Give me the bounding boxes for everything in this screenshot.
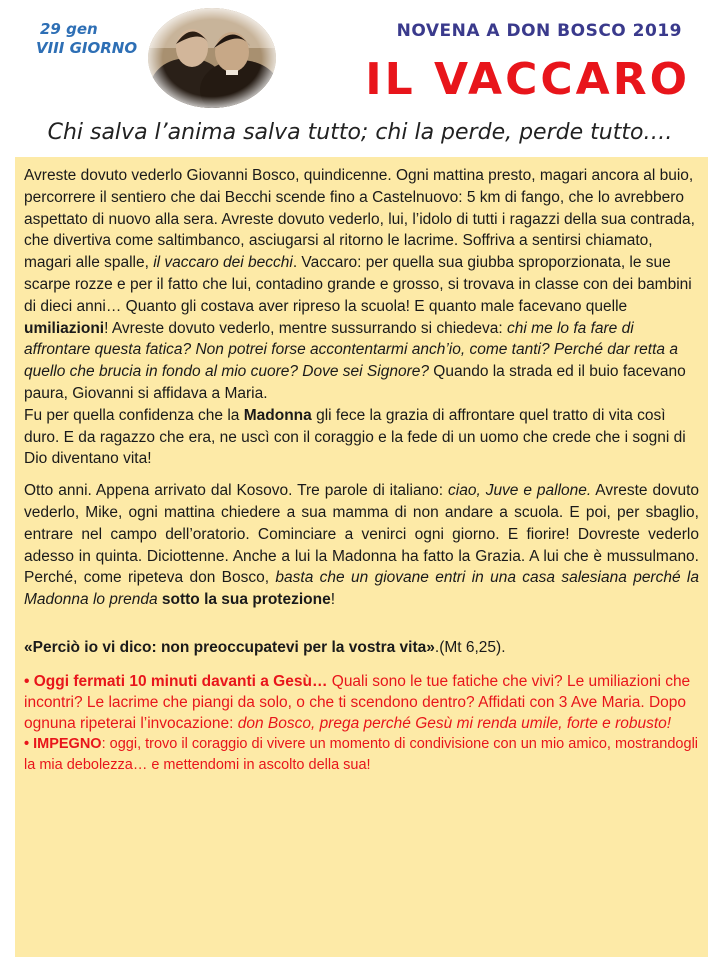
quote-text: «Perciò io vi dico: non preoccupatevi per la vostra vita» bbox=[24, 638, 435, 656]
page-subtitle: Chi salva l’anima salva tutto; chi la perde, perde tutto…. bbox=[47, 120, 673, 145]
italic-run: basta che un giovane entri in una casa salesiana perché la Madonna lo prenda bbox=[24, 569, 699, 609]
impegno-label: • IMPEGNO bbox=[24, 735, 102, 752]
photo-two-young-men bbox=[148, 8, 276, 108]
prayer-invocation: don Bosco, prega perché Gesù mi renda umile, forte e robusto! bbox=[237, 714, 672, 732]
bold-run: umiliazioni bbox=[24, 319, 105, 337]
text-run: gli fece la grazia di affrontare quel tratto di vita così duro. E da ragazzo che era, ne uscì con il coraggio e la fede di un uomo che crede che i sogni di Dio diventano vita! bbox=[24, 406, 686, 468]
text-run: Quando la strada ed il buio facevano paura, Giovanni si affidava a Maria. bbox=[24, 363, 686, 402]
prayer-title: • Oggi fermati 10 minuti davanti a Gesù… bbox=[24, 672, 328, 690]
paragraph-mike bbox=[24, 480, 699, 611]
scripture-quote bbox=[24, 637, 699, 659]
prayer-instruction bbox=[24, 671, 699, 734]
text-run: . Vaccaro: per quella sua giubba sproporzionata, le sue scarpe rozze e per il fatto che lui, contadino grande e grosso, si trovava in classe con dei bambini di dieci anni… Quanto gli costava aver ripreso la scuola! E quanto male facevano quelle bbox=[24, 254, 692, 315]
content-box bbox=[15, 157, 708, 957]
text-run: Fu per quella confidenza che la bbox=[24, 406, 244, 424]
prayer-text: Quali sono le tue fatiche che vivi? Le umiliazioni che incontri? Le lacrime che piangi da solo, o che ti scendono dentro? Affidati con 3 Ave Maria. Dopo ognuna ripeterai l’invocazione: bbox=[24, 672, 691, 732]
text-run: Otto anni. Appena arrivato dal Kosovo. Tre parole di italiano: bbox=[24, 482, 449, 500]
day-number: VIII GIORNO bbox=[36, 39, 138, 57]
date-label bbox=[36, 20, 137, 58]
text-run: ! Avreste dovuto vederlo, mentre sussurrando si chiedeva: bbox=[104, 319, 508, 337]
page-title: IL VACCARO bbox=[365, 54, 690, 105]
quote-reference: .(Mt 6,25). bbox=[434, 638, 506, 656]
sepia-photo-illustration bbox=[148, 8, 276, 108]
paragraph-giovanni bbox=[24, 165, 699, 470]
italic-run: chi me lo fa fare di affrontare questa fatica? Non potrei forse accontentarmi anch’io, come tanti? Perché dar retta a quello che brucia in fondo al mio cuore? Dove sei Signore? bbox=[24, 319, 678, 381]
italic-run: il vaccaro dei becchi bbox=[153, 254, 293, 272]
italic-run: ciao, Juve e pallone. bbox=[448, 482, 592, 500]
novena-heading: NOVENA A DON BOSCO 2019 bbox=[396, 21, 682, 41]
bold-run: sotto la sua protezione bbox=[161, 591, 331, 609]
text-run: Avreste dovuto vederlo, Mike, ogni mattina chiedere a sua mamma di non andare a scuola. E poi, per sbaglio, entrare nel campo dell’oratorio. Cominciare a venirci ogni giorno. E fiorire! Dovreste vederlo adesso in quinta. Diciottenne. Anche a lui la Madonna ha fatto la Grazia. A lui che è mussulmano. Perché, come ripeteva don Bosco, bbox=[24, 482, 699, 587]
impegno-text: : oggi, trovo il coraggio di vivere un momento di condivisione con un mio amico, mostrandogli la mia debolezza… e mettendomi in ascolto della sua! bbox=[24, 735, 699, 773]
bold-run: Madonna bbox=[243, 406, 312, 424]
date-day: 29 gen bbox=[40, 20, 98, 38]
text-run: ! bbox=[330, 591, 336, 609]
text-run: Avreste dovuto vederlo Giovanni Bosco, quindicenne. Ogni mattina presto, magari ancora al buio, percorrere il sentiero che dai Becchi scende fino a Castelnuovo: 5 km di fango, che lo avrebbero aspettato di nuovo alla sera. Avreste dovuto vederlo, lui, l’idolo di tutti i ragazzi della sua contrada, che divertiva come saltimbanco, asciugarsi al ritorno le lacrime. Soffriva a sentirsi chiamato, magari alle spalle, bbox=[24, 167, 695, 272]
impegno-commitment bbox=[24, 734, 699, 776]
